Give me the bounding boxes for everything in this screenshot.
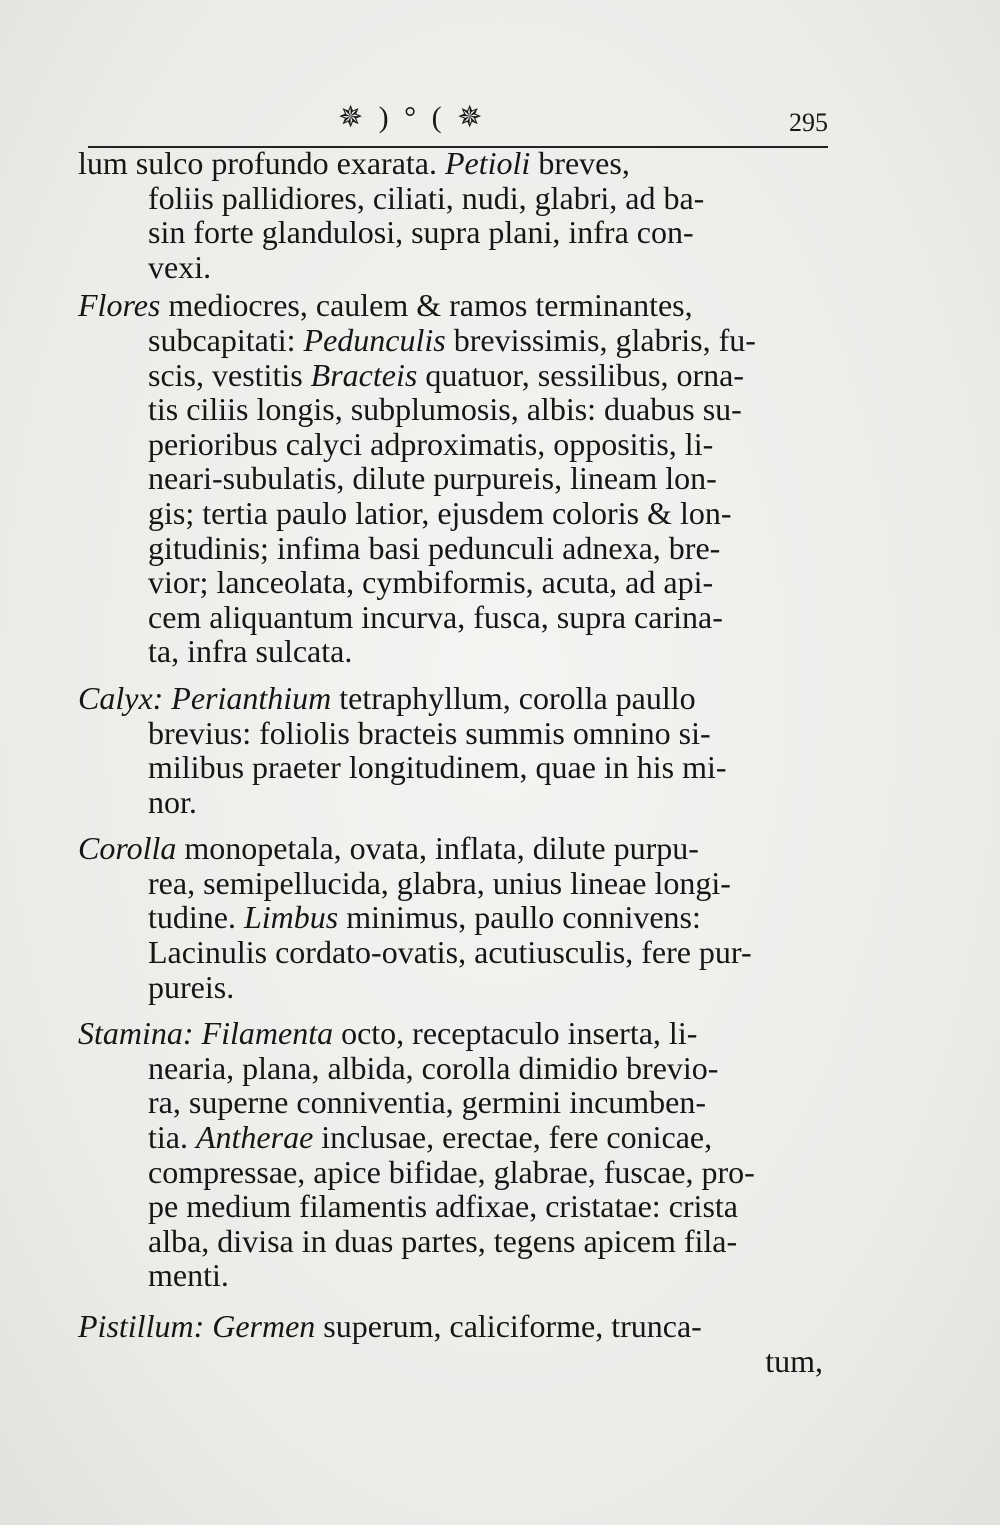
paragraph xyxy=(78,288,823,669)
text-run: scis, vestitis xyxy=(148,356,311,393)
paragraph-line xyxy=(78,935,823,970)
running-header xyxy=(88,100,828,148)
text-run: monopetala, ovata, inflata, dilute purpu- xyxy=(176,830,699,867)
paragraph-line xyxy=(78,600,823,635)
text-run: nearia, plana, albida, corolla dimidio brevio- xyxy=(148,1049,719,1086)
paragraph-line xyxy=(78,1258,823,1293)
paragraph-line xyxy=(78,215,823,250)
paragraph-line xyxy=(78,634,823,669)
paragraph-line xyxy=(78,970,823,1005)
paragraph xyxy=(78,831,823,1004)
paragraph-line xyxy=(78,323,823,358)
paragraph-first-line xyxy=(78,288,823,323)
italic-term: Limbus xyxy=(243,899,339,936)
paragraph xyxy=(78,1309,823,1344)
italic-term: Flores xyxy=(78,287,161,324)
text-run: subcapitati: xyxy=(148,321,304,358)
paragraph-line xyxy=(78,358,823,393)
paragraph-line xyxy=(78,1085,823,1120)
text-run: superum, caliciforme, trunca- xyxy=(315,1308,702,1344)
text-run: foliis pallidiores, ciliati, nudi, glabri, ad ba- xyxy=(148,179,705,216)
italic-term: Antherae xyxy=(195,1119,314,1156)
text-run: tis ciliis longis, subplumosis, albis: duabus su- xyxy=(148,391,742,428)
italic-term: Corolla xyxy=(78,830,177,867)
italic-term: Filamenta xyxy=(201,1015,334,1052)
text-run: tia. xyxy=(148,1119,196,1156)
text-run: ta, infra sulcata. xyxy=(148,633,353,670)
text-run: tudine. xyxy=(148,899,244,936)
paragraph-first-line xyxy=(78,146,823,181)
text-run: octo, receptaculo inserta, li- xyxy=(333,1015,698,1052)
text-run: milibus praeter longitudinem, quae in his mi- xyxy=(148,749,727,786)
text-run: alba, divisa in duas partes, tegens apicem fila- xyxy=(148,1222,738,1259)
text-run: sin forte glandulosi, supra plani, infra con- xyxy=(148,214,694,251)
paragraph-line xyxy=(78,181,823,216)
paragraph-line xyxy=(78,461,823,496)
text-run: minimus, paullo connivens: xyxy=(338,899,701,936)
italic-term: Calyx: xyxy=(78,679,164,716)
paragraph-first-line xyxy=(78,831,823,866)
text-run: brevissimis, glabris, fu- xyxy=(445,321,756,358)
paragraph-line xyxy=(78,900,823,935)
paragraph-first-line xyxy=(78,1016,823,1051)
text-run: compressae, apice bifidae, glabrae, fuscae, pro- xyxy=(148,1153,755,1190)
text-run: Lacinulis cordato-ovatis, acutiusculis, fere pur- xyxy=(148,934,752,971)
paragraph-line xyxy=(78,392,823,427)
paragraph-first-line xyxy=(78,1309,823,1344)
paragraph-line xyxy=(78,1155,823,1190)
paragraph xyxy=(78,1016,823,1293)
italic-term: Pistillum: xyxy=(78,1308,205,1344)
text-run: tetraphyllum, corolla paullo xyxy=(331,679,696,716)
text-run: brevius: foliolis bracteis summis omnino si- xyxy=(148,714,711,751)
paragraph-line xyxy=(78,1224,823,1259)
paragraph-line xyxy=(78,250,823,285)
paragraph-line xyxy=(78,716,823,751)
italic-term: Germen xyxy=(212,1308,316,1344)
paragraph-line xyxy=(78,750,823,785)
paragraph-line xyxy=(78,1120,823,1155)
paragraph-line xyxy=(78,785,823,820)
paragraph-first-line xyxy=(78,681,823,716)
paragraph xyxy=(78,146,823,284)
text-run: perioribus calyci adproximatis, oppositis, li- xyxy=(148,425,714,462)
text-run: breves, xyxy=(530,145,630,181)
header-ornament: ✵ ) ° ( ✵ xyxy=(338,101,487,134)
page-body xyxy=(78,146,823,1378)
italic-term: Bracteis xyxy=(310,356,418,393)
paragraph-line xyxy=(78,1051,823,1086)
italic-term: Stamina: xyxy=(78,1015,194,1052)
text-run: rea, semipellucida, glabra, unius lineae longi- xyxy=(148,864,731,901)
text-run: inclusae, erectae, fere conicae, xyxy=(313,1119,713,1156)
text-run: lum sulco profundo exarata. xyxy=(78,145,445,181)
paragraph-line xyxy=(78,496,823,531)
text-run: ra, superne conniventia, germini incumben- xyxy=(148,1084,707,1121)
text-run: vior; lanceolata, cymbiformis, acuta, ad api- xyxy=(148,564,714,601)
text-run: nor. xyxy=(148,783,197,820)
paragraph-line xyxy=(78,565,823,600)
text-run xyxy=(194,1015,202,1051)
text-run: mediocres, caulem & ramos terminantes, xyxy=(160,287,693,324)
italic-term: Pedunculis xyxy=(303,321,446,358)
text-run: neari-subulatis, dilute purpureis, lineam lon- xyxy=(148,460,717,497)
text-run: quatuor, sessilibus, orna- xyxy=(417,356,744,393)
text-run: pureis. xyxy=(148,968,235,1005)
paragraph xyxy=(78,681,823,819)
paragraph-line xyxy=(78,1189,823,1224)
catchword: tum, xyxy=(765,1342,823,1379)
paragraph-line xyxy=(78,531,823,566)
paragraph-line xyxy=(78,427,823,462)
text-run: cem aliquantum incurva, fusca, supra carina- xyxy=(148,598,723,635)
text-run: gitudinis; infima basi pedunculi adnexa, bre- xyxy=(148,529,721,566)
text-run: gis; tertia paulo latior, ejusdem coloris & lon- xyxy=(148,494,732,531)
page-number: 295 xyxy=(789,108,828,137)
text-run: vexi. xyxy=(148,248,212,285)
text-run: pe medium filamentis adfixae, cristatae: crista xyxy=(148,1188,738,1225)
italic-term: Perianthium xyxy=(171,679,332,716)
paragraph-line xyxy=(78,866,823,901)
italic-term: Petioli xyxy=(445,145,531,181)
text-run: menti. xyxy=(148,1257,229,1294)
